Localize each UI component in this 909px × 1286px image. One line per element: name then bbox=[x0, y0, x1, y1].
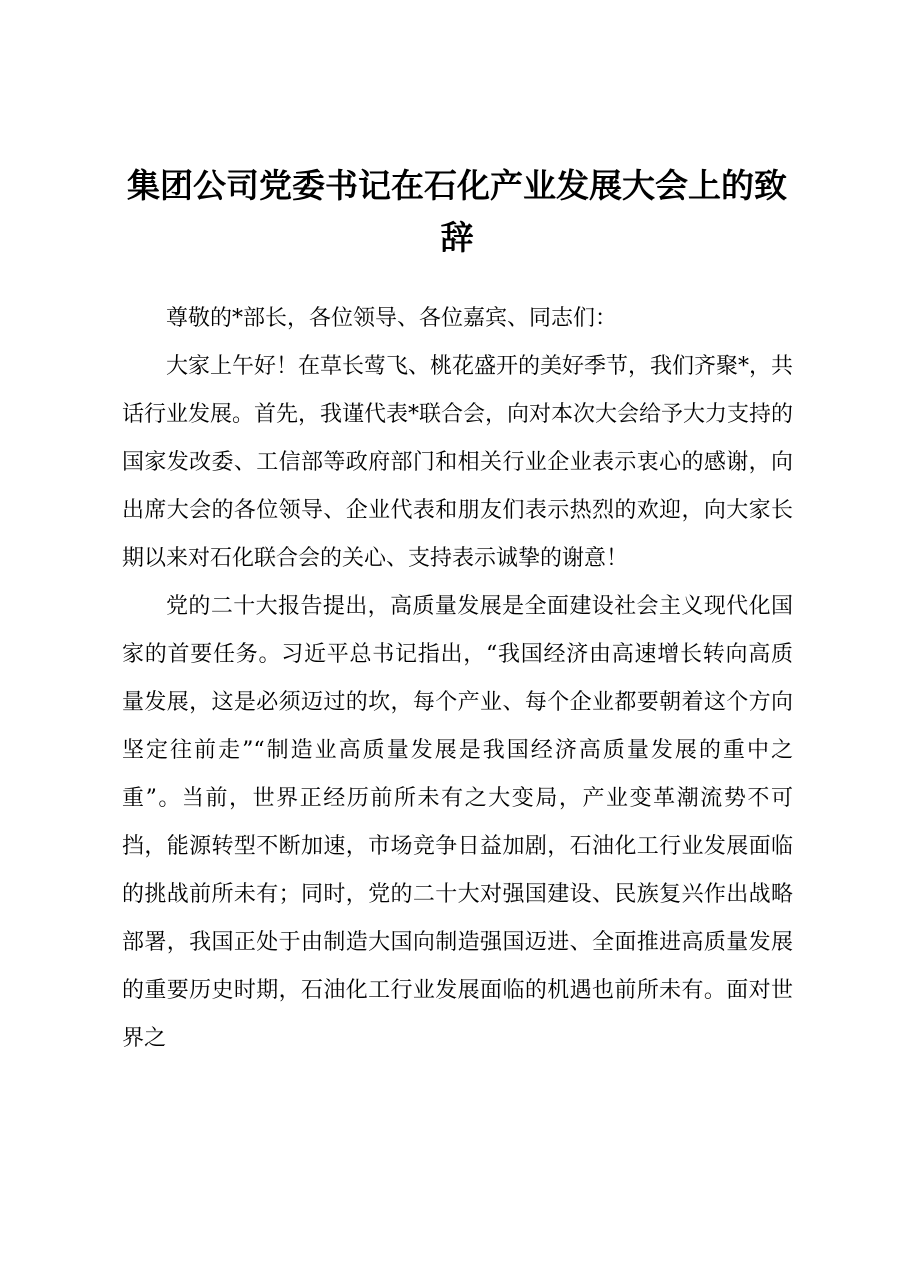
document-body bbox=[122, 295, 793, 1063]
paragraph-1: 大家上午好！在草长莺飞、桃花盛开的美好季节，我们齐聚*，共话行业发展。首先，我谨代表*联合会，向对本次大会给予大力支持的国家发改委、工信部等政府部门和相关行业企业表示衷心的感谢，向出席大会的各位领导、企业代表和朋友们表示热烈的欢迎，向大家长期以来对石化联合会的关心、支持表示诚挚的谢意！ bbox=[122, 354, 794, 571]
paragraph-2: 党的二十大报告提出，高质量发展是全面建设社会主义现代化国家的首要任务。习近平总书记指出，“我国经济由高速增长转向高质量发展，这是必须迈过的坎，每个产业、每个企业都要朝着这个方向坚定往前走”“制造业高质量发展是我国经济高质量发展的重中之重”。当前，世界正经历前所未有之大变局，产业变革潮流势不可挡，能源转型不断加速，市场竞争日益加剧，石油化工行业发展面临的挑战前所未有；同时，党的二十大对强国建设、民族复兴作出战略部署，我国正处于由制造大国向制造强国迈进、全面推进高质量发展的重要历史时期，石油化工行业发展面临的机遇也前所未有。面对世界之 bbox=[122, 594, 793, 1051]
salutation: 尊敬的*部长，各位领导、各位嘉宾、同志们： bbox=[166, 306, 618, 331]
document-title: 集团公司党委书记在石化产业发展大会上的致辞 bbox=[127, 166, 787, 257]
